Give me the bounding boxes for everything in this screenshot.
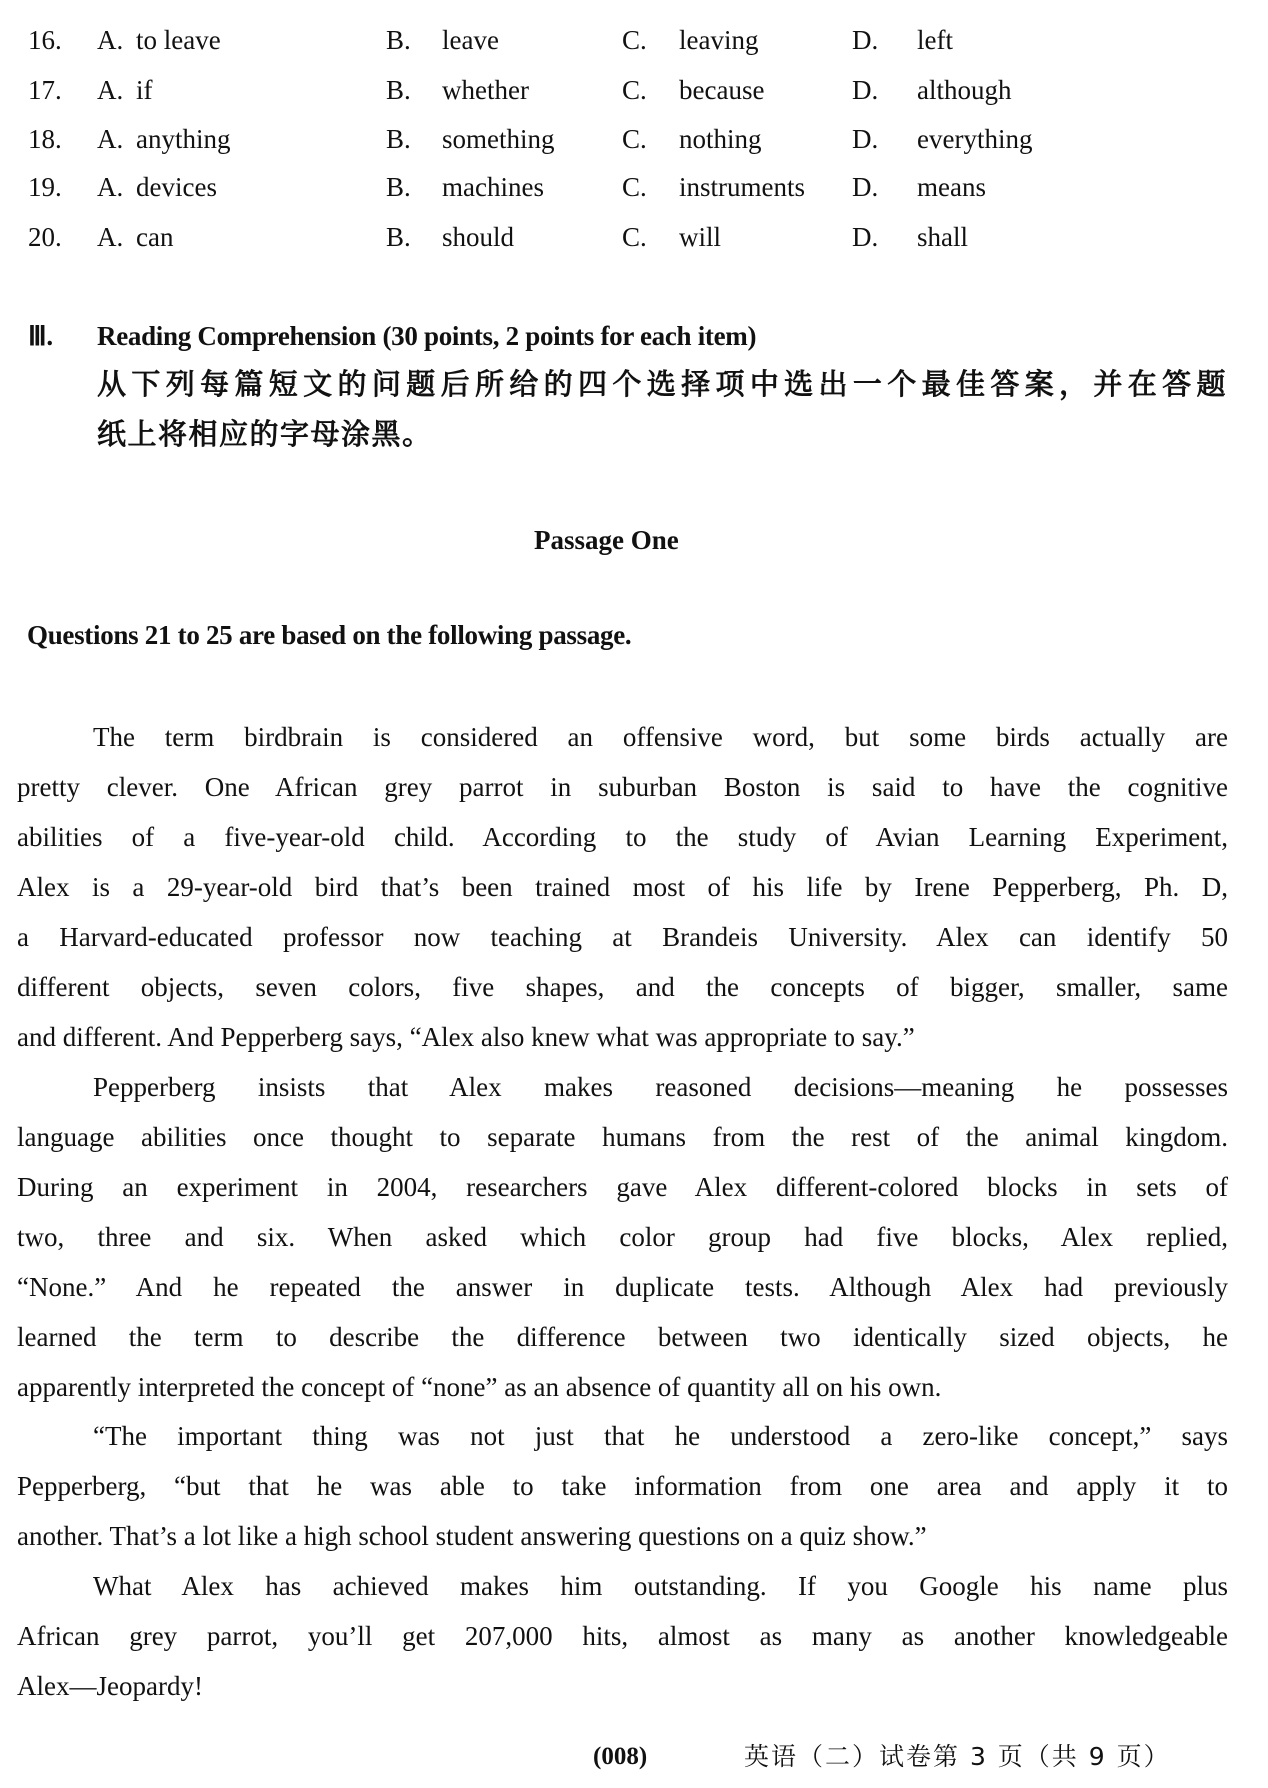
option-letter-d: D. — [852, 222, 879, 252]
option-letter-b: B. — [386, 124, 411, 154]
option-letter-b: B. — [386, 172, 411, 202]
option-c: nothing — [679, 124, 762, 154]
option-letter-a: A. — [97, 25, 124, 55]
passage-line: The term birdbrain is considered an offensive word, but some birds actually are — [93, 722, 1228, 752]
option-d: everything — [917, 124, 1033, 154]
question-number: 17. — [28, 75, 62, 105]
question-number: 19. — [28, 172, 62, 202]
option-letter-b: B. — [386, 25, 411, 55]
passage-line: and different. And Pepperberg says, “Alex also knew what was appropriate to say.” — [17, 1022, 915, 1052]
option-row-17 — [0, 72, 1268, 108]
option-b: leave — [442, 25, 499, 55]
passage-line: abilities of a five-year-old child. According to the study of Avian Learning Experiment, — [17, 822, 1228, 852]
passage-line: Pepperberg, “but that he was able to take information from one area and apply it to — [17, 1471, 1228, 1501]
option-letter-c: C. — [622, 172, 647, 202]
option-letter-c: C. — [622, 25, 647, 55]
option-b: whether — [442, 75, 529, 105]
section-instruction-line-2: 纸上将相应的字母涂黑。 — [97, 417, 433, 451]
option-letter-b: B. — [386, 75, 411, 105]
passage-line: What Alex has achieved makes him outstanding. If you Google his name plus — [93, 1571, 1228, 1601]
option-letter-c: C. — [622, 124, 647, 154]
passage-line: African grey parrot, you’ll get 207,000 hits, almost as many as another knowledgeable — [17, 1621, 1228, 1651]
option-d: means — [917, 172, 986, 202]
passage-line: apparently interpreted the concept of “none” as an absence of quantity all on his own. — [17, 1372, 942, 1402]
passage-line: learned the term to describe the difference between two identically sized objects, he — [17, 1322, 1228, 1352]
option-letter-a: A. — [97, 75, 124, 105]
option-row-20 — [0, 219, 1268, 255]
option-a: can — [136, 222, 174, 252]
option-letter-c: C. — [622, 222, 647, 252]
section-instruction-line-1: 从下列每篇短文的问题后所给的四个选择项中选出一个最佳答案，并在答题 — [97, 367, 1227, 401]
option-b: should — [442, 222, 515, 252]
passage-line: During an experiment in 2004, researchers gave Alex different-colored blocks in sets of — [17, 1172, 1228, 1202]
passage-line: Alex—Jeopardy! — [17, 1671, 203, 1701]
passage-line: different objects, seven colors, five shapes, and the concepts of bigger, smaller, same — [17, 972, 1228, 1002]
option-b: something — [442, 124, 555, 154]
passage-line: “The important thing was not just that he understood a zero-like concept,” says — [93, 1421, 1228, 1451]
option-letter-d: D. — [852, 25, 879, 55]
option-letter-a: A. — [97, 124, 124, 154]
passage-line: Alex is a 29-year-old bird that’s been trained most of his life by Irene Pepperberg, Ph. D, — [17, 872, 1228, 902]
option-a: anything — [136, 124, 231, 154]
option-c: instruments — [679, 172, 805, 202]
option-d: left — [917, 25, 953, 55]
passage-line: a Harvard-educated professor now teaching at Brandeis University. Alex can identify 50 — [17, 922, 1228, 952]
option-c: because — [679, 75, 765, 105]
passage-line: pretty clever. One African grey parrot in suburban Boston is said to have the cognitive — [17, 772, 1228, 802]
passage-line: Pepperberg insists that Alex makes reasoned decisions—meaning he possesses — [93, 1072, 1228, 1102]
question-number: 18. — [28, 124, 62, 154]
section-number: Ⅲ. — [28, 321, 53, 351]
passage-line: another. That’s a lot like a high school student answering questions on a quiz show.” — [17, 1521, 927, 1551]
passage-intro: Questions 21 to 25 are based on the following passage. — [27, 620, 632, 650]
footer-exam-code: (008) — [593, 1743, 648, 1770]
section-heading — [28, 318, 756, 354]
option-a: to leave — [136, 25, 221, 55]
option-letter-a: A. — [97, 172, 124, 202]
section-title: Reading Comprehension (30 points, 2 points for each item) — [97, 321, 757, 351]
option-d: although — [917, 75, 1012, 105]
option-row-18 — [0, 121, 1268, 157]
option-row-16 — [0, 22, 1268, 58]
passage-line: two, three and six. When asked which color group had five blocks, Alex replied, — [17, 1222, 1228, 1252]
option-b: machines — [442, 172, 544, 202]
footer-page-info: 英语（二）试卷第 3 页（共 9 页） — [744, 1742, 1171, 1771]
option-d: shall — [917, 222, 968, 252]
option-c: will — [679, 222, 722, 252]
option-letter-b: B. — [386, 222, 411, 252]
passage-line: language abilities once thought to separate humans from the rest of the animal kingdom. — [17, 1122, 1228, 1152]
option-letter-d: D. — [852, 172, 879, 202]
question-number: 20. — [28, 222, 62, 252]
option-letter-a: A. — [97, 222, 124, 252]
option-letter-d: D. — [852, 75, 879, 105]
option-row-19 — [0, 169, 1268, 205]
question-number: 16. — [28, 25, 62, 55]
passage-title: Passage One — [534, 525, 679, 555]
option-letter-d: D. — [852, 124, 879, 154]
option-c: leaving — [679, 25, 759, 55]
option-letter-c: C. — [622, 75, 647, 105]
option-a: devices — [136, 172, 217, 202]
passage-line: “None.” And he repeated the answer in duplicate tests. Although Alex had previously — [17, 1272, 1228, 1302]
option-a: if — [136, 75, 153, 105]
